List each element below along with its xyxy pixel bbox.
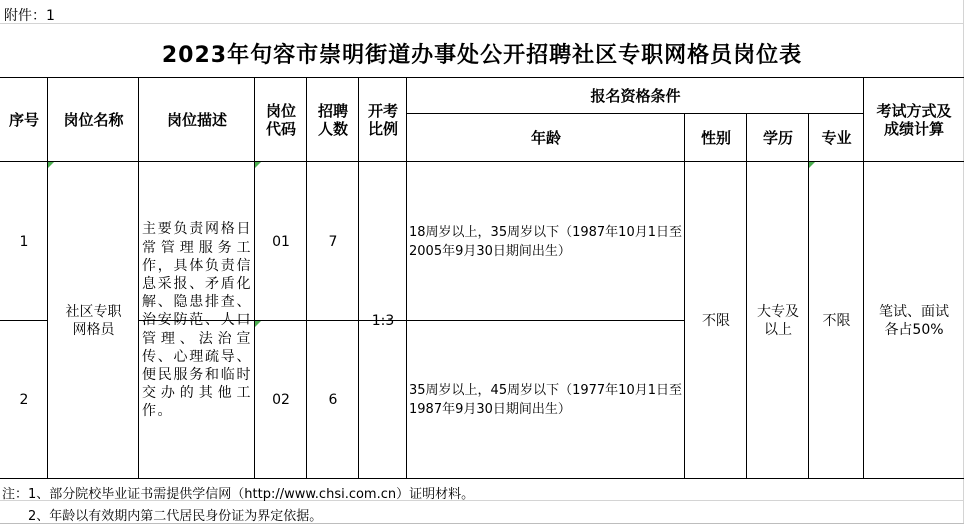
header-gender: 性别 [700, 129, 731, 147]
header-exam-method: 考试方式及 成绩计算 [876, 102, 952, 138]
note-1: 注：1、部分院校毕业证书需提供学信网（http://www.chsi.com.cn）证明材料。 [2, 487, 475, 502]
row2-count: 6 [328, 392, 338, 408]
major-cell: 不限 [822, 312, 851, 329]
education-cell: 大专及 以上 [757, 303, 799, 338]
header-position-code: 岗位 代码 [265, 102, 296, 138]
header-education: 学历 [762, 129, 793, 147]
header-age: 年龄 [530, 129, 561, 147]
note-2: 2、年龄以有效期内第二代居民身份证为界定依据。 [2, 509, 323, 524]
exam-ratio-cell: 1:3 [371, 312, 395, 329]
row1-age: 18周岁以上，35周岁以下（1987年10月1日至2005年9月30日期间出生） [409, 224, 682, 259]
header-qualifications: 报名资格条件 [590, 87, 681, 105]
header-exam-ratio: 开考 比例 [367, 102, 398, 138]
header-major: 专业 [821, 129, 852, 147]
row2-seq: 2 [19, 392, 29, 408]
row2-code: 02 [272, 392, 290, 408]
position-name-cell: 社区专职 网格员 [65, 303, 122, 338]
row1-seq: 1 [19, 233, 29, 250]
gender-cell: 不限 [702, 312, 730, 329]
exam-method-cell: 笔试、面试 各占50% [879, 303, 949, 338]
header-position-name: 岗位名称 [63, 111, 124, 129]
position-desc-cell: 主要负责网格日常管理服务工作，具体负责信息采报、矛盾化解、隐患排查、治安防范、人口管理、法治宣传、心理疏导、便民服务和临时交办的其他工作。 [142, 221, 252, 420]
row1-code: 01 [272, 233, 290, 250]
row2-age: 35周岁以上，45周岁以下（1977年10月1日至1987年9月30日期间出生） [409, 383, 682, 417]
header-seq: 序号 [8, 111, 39, 129]
row1-count: 7 [328, 233, 338, 250]
header-recruit-num: 招聘 人数 [317, 102, 348, 138]
header-position-desc: 岗位描述 [166, 111, 227, 129]
page-title: 2023年句容市崇明街道办事处公开招聘社区专职网格员岗位表 [161, 43, 803, 68]
attachment-label: 附件：1 [4, 8, 55, 24]
